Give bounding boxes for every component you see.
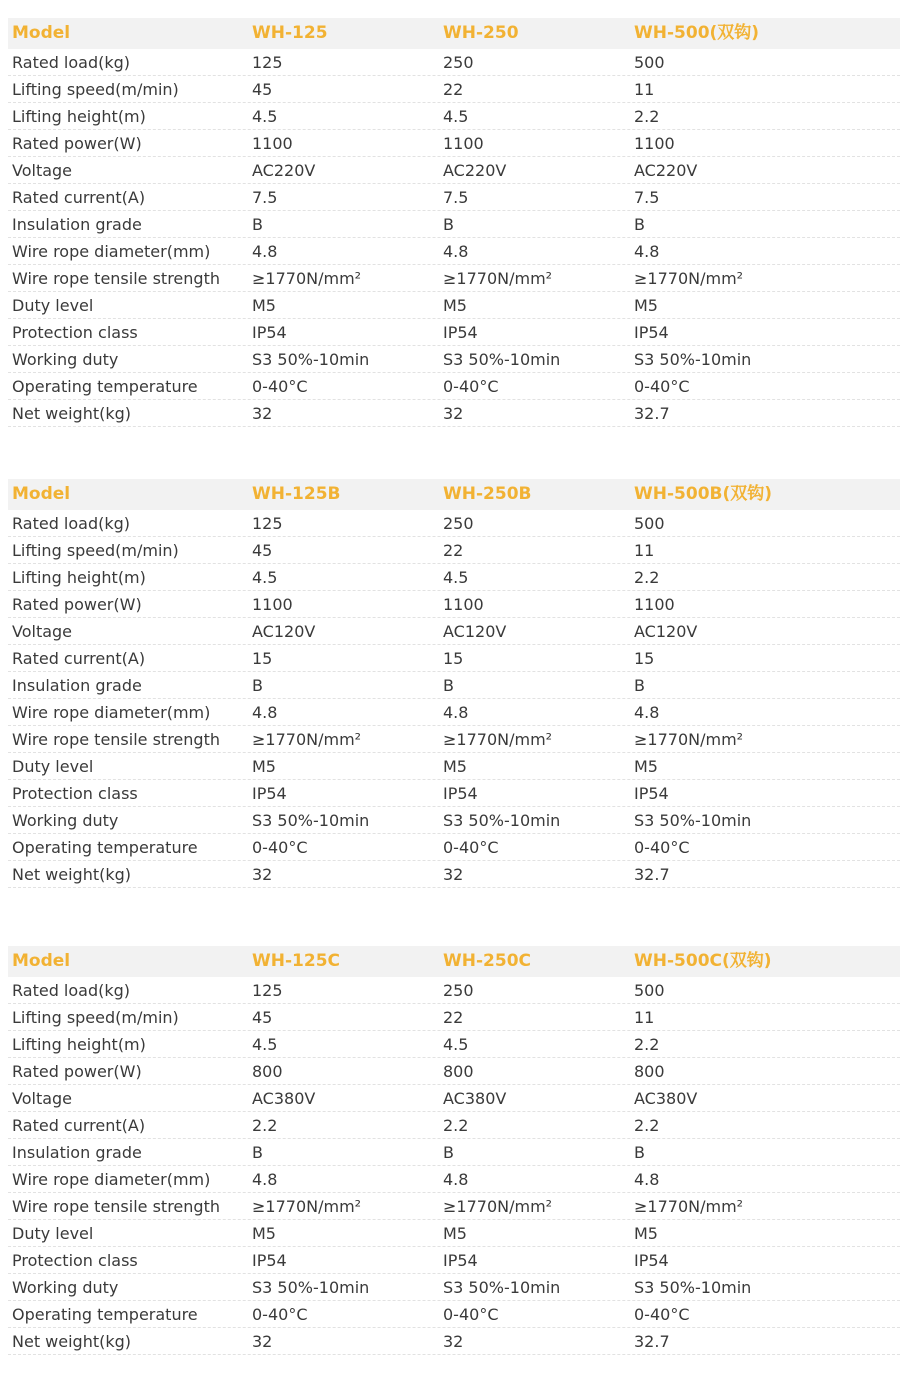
spec-value: 125 [252,980,283,1000]
table-row [8,1004,900,1031]
spec-label: Wire rope diameter(mm) [12,241,211,261]
table-row [8,1058,900,1085]
spec-value: M5 [634,295,658,315]
spec-value: 1100 [252,594,293,614]
table-row [8,1274,900,1301]
spec-label: Lifting speed(m/min) [12,79,179,99]
table-row [8,977,900,1004]
table-row [8,591,900,618]
spec-value: 4.8 [443,1169,469,1189]
header-label: Model [12,951,71,971]
spec-value: 32 [443,864,464,884]
spec-value: IP54 [634,1250,669,1270]
spec-value: 1100 [634,594,675,614]
spec-value: S3 50%-10min [443,810,561,830]
spec-value: 15 [443,648,464,668]
table-row [8,211,900,238]
spec-value: 22 [443,1007,464,1027]
model-name: WH-125 [252,23,328,43]
spec-label: Operating temperature [12,837,198,857]
spec-label: Lifting height(m) [12,567,146,587]
spec-value: M5 [252,295,276,315]
spec-value: 32 [252,1331,273,1351]
spec-value: AC380V [634,1088,698,1108]
table-row [8,49,900,76]
spec-value: 250 [443,980,474,1000]
spec-label: Net weight(kg) [12,1331,132,1351]
spec-label: Rated current(A) [12,1115,146,1135]
spec-value: 32.7 [634,1331,670,1351]
spec-label: Insulation grade [12,1142,142,1162]
spec-label: Rated current(A) [12,648,146,668]
spec-value: 32 [252,403,273,423]
spec-label: Lifting height(m) [12,1034,146,1054]
spec-value: 0-40°C [634,837,690,857]
table-row [8,861,900,888]
spec-value: 4.5 [252,1034,278,1054]
spec-label: Wire rope diameter(mm) [12,702,211,722]
spec-value: 800 [634,1061,665,1081]
spec-value: 4.8 [443,702,469,722]
spec-value: 4.8 [252,241,278,261]
spec-label: Duty level [12,756,94,776]
table-row [8,76,900,103]
spec-value: 125 [252,52,283,72]
spec-value: 1100 [252,133,293,153]
spec-label: Voltage [12,1088,73,1108]
table-row [8,238,900,265]
spec-value: AC380V [443,1088,507,1108]
spec-value: 4.8 [634,241,660,261]
spec-value: 32 [443,1331,464,1351]
spec-label: Protection class [12,783,138,803]
spec-value: M5 [443,756,467,776]
table-row [8,1301,900,1328]
model-name: WH-125C [252,951,340,971]
spec-value: B [443,675,454,695]
spec-value: 500 [634,52,665,72]
spec-value: ≥1770N/mm² [443,729,553,749]
spec-value: 0-40°C [634,376,690,396]
spec-label: Wire rope diameter(mm) [12,1169,211,1189]
spec-value: IP54 [443,783,478,803]
table-header-row [8,479,900,510]
spec-value: 1100 [443,133,484,153]
spec-value: IP54 [634,783,669,803]
spec-value: 11 [634,79,655,99]
table-row [8,319,900,346]
spec-value: 4.8 [443,241,469,261]
table-row [8,1328,900,1355]
spec-value: S3 50%-10min [443,349,561,369]
spec-value: 11 [634,540,655,560]
spec-value: IP54 [252,783,287,803]
spec-value: 2.2 [634,1034,660,1054]
table-header-row [8,18,900,49]
spec-label: Rated load(kg) [12,980,131,1000]
spec-value: M5 [252,1223,276,1243]
table-row [8,130,900,157]
spec-value: 45 [252,79,273,99]
table-row [8,346,900,373]
spec-label: Lifting speed(m/min) [12,540,179,560]
table-row [8,1220,900,1247]
spec-value: AC220V [634,160,698,180]
spec-label: Wire rope tensile strength [12,268,220,288]
spec-value: ≥1770N/mm² [252,1196,362,1216]
spec-value: 32.7 [634,864,670,884]
spec-label: Protection class [12,322,138,342]
spec-value: ≥1770N/mm² [634,729,744,749]
table-row [8,1031,900,1058]
spec-value: S3 50%-10min [634,1277,752,1297]
spec-value: AC120V [252,621,316,641]
spec-value: 4.5 [252,567,278,587]
spec-value: AC120V [634,621,698,641]
spec-value: S3 50%-10min [252,349,370,369]
model-name: WH-125B [252,484,341,504]
table-row [8,807,900,834]
table-row [8,157,900,184]
spec-value: IP54 [443,322,478,342]
spec-value: B [634,214,645,234]
spec-value: AC220V [252,160,316,180]
spec-value: S3 50%-10min [634,810,752,830]
spec-value: 7.5 [634,187,660,207]
spec-value: S3 50%-10min [252,810,370,830]
table-row [8,103,900,130]
spec-value: 32 [252,864,273,884]
spec-value: 800 [443,1061,474,1081]
spec-table-c-series [8,946,900,1355]
spec-value: 500 [634,980,665,1000]
spec-value: 1100 [634,133,675,153]
spec-value: 4.5 [252,106,278,126]
spec-value: 2.2 [634,1115,660,1135]
spec-value: 1100 [443,594,484,614]
spec-value: ≥1770N/mm² [634,268,744,288]
table-row [8,564,900,591]
spec-value: ≥1770N/mm² [252,729,362,749]
spec-value: S3 50%-10min [634,349,752,369]
table-row [8,1247,900,1274]
spec-value: 0-40°C [443,837,499,857]
table-row [8,1085,900,1112]
spec-value: 7.5 [443,187,469,207]
spec-value: 0-40°C [252,376,308,396]
spec-value: 15 [634,648,655,668]
spec-value: 500 [634,513,665,533]
table-row [8,645,900,672]
spec-value: 0-40°C [443,1304,499,1324]
spec-label: Operating temperature [12,376,198,396]
spec-label: Operating temperature [12,1304,198,1324]
table-row [8,672,900,699]
header-label: Model [12,484,71,504]
spec-value: B [443,1142,454,1162]
table-row [8,699,900,726]
spec-value: 125 [252,513,283,533]
spec-label: Rated load(kg) [12,513,131,533]
spec-label: Working duty [12,349,119,369]
spec-label: Rated power(W) [12,1061,142,1081]
spec-value: IP54 [252,322,287,342]
spec-value: B [252,214,263,234]
spec-value: 15 [252,648,273,668]
table-row [8,753,900,780]
spec-value: ≥1770N/mm² [634,1196,744,1216]
spec-value: 800 [252,1061,283,1081]
spec-value: 2.2 [634,567,660,587]
table-row [8,373,900,400]
spec-value: 11 [634,1007,655,1027]
spec-value: 2.2 [443,1115,469,1135]
table-row [8,1139,900,1166]
spec-value: 2.2 [252,1115,278,1135]
spec-value: M5 [443,1223,467,1243]
spec-value: S3 50%-10min [252,1277,370,1297]
spec-value: 7.5 [252,187,278,207]
table-header-row [8,946,900,977]
table-row [8,400,900,427]
spec-value: 32 [443,403,464,423]
spec-value: ≥1770N/mm² [443,268,553,288]
spec-value: 0-40°C [634,1304,690,1324]
spec-label: Protection class [12,1250,138,1270]
spec-label: Working duty [12,810,119,830]
spec-label: Voltage [12,621,73,641]
spec-value: IP54 [252,1250,287,1270]
spec-value: 4.8 [634,702,660,722]
model-name: WH-500C(双钩) [634,951,772,971]
spec-value: 0-40°C [443,376,499,396]
table-row [8,184,900,211]
spec-label: Lifting height(m) [12,106,146,126]
spec-label: Lifting speed(m/min) [12,1007,179,1027]
spec-value: 4.8 [634,1169,660,1189]
spec-table-b-series [8,479,900,888]
spec-table-standard [8,18,900,427]
spec-label: Duty level [12,1223,94,1243]
spec-label: Rated power(W) [12,133,142,153]
spec-value: 4.5 [443,106,469,126]
spec-value: 4.5 [443,1034,469,1054]
header-label: Model [12,23,71,43]
spec-value: 45 [252,540,273,560]
spec-value: 250 [443,52,474,72]
spec-value: 0-40°C [252,1304,308,1324]
spec-value: B [634,675,645,695]
spec-value: S3 50%-10min [443,1277,561,1297]
spec-label: Rated power(W) [12,594,142,614]
spec-value: ≥1770N/mm² [252,268,362,288]
spec-value: ≥1770N/mm² [443,1196,553,1216]
spec-value: AC380V [252,1088,316,1108]
spec-label: Working duty [12,1277,119,1297]
model-name: WH-500(双钩) [634,23,760,43]
spec-label: Insulation grade [12,675,142,695]
spec-value: M5 [252,756,276,776]
table-row [8,618,900,645]
spec-value: IP54 [443,1250,478,1270]
spec-label: Wire rope tensile strength [12,1196,220,1216]
spec-value: 32.7 [634,403,670,423]
spec-label: Net weight(kg) [12,403,132,423]
spec-value: M5 [634,1223,658,1243]
spec-value: B [252,1142,263,1162]
spec-value: B [634,1142,645,1162]
spec-value: 45 [252,1007,273,1027]
spec-value: 4.8 [252,702,278,722]
spec-value: 4.5 [443,567,469,587]
table-row [8,537,900,564]
spec-label: Duty level [12,295,94,315]
spec-label: Voltage [12,160,73,180]
spec-value: 0-40°C [252,837,308,857]
spec-value: IP54 [634,322,669,342]
model-name: WH-250C [443,951,531,971]
table-row [8,834,900,861]
table-row [8,726,900,753]
spec-value: 2.2 [634,106,660,126]
spec-value: AC120V [443,621,507,641]
spec-value: B [443,214,454,234]
table-row [8,1112,900,1139]
model-name: WH-500B(双钩) [634,484,773,504]
model-name: WH-250 [443,23,519,43]
spec-value: B [252,675,263,695]
table-row [8,780,900,807]
spec-label: Rated current(A) [12,187,146,207]
table-row [8,265,900,292]
spec-value: M5 [443,295,467,315]
model-name: WH-250B [443,484,532,504]
spec-value: AC220V [443,160,507,180]
spec-value: 250 [443,513,474,533]
spec-label: Insulation grade [12,214,142,234]
table-row [8,510,900,537]
spec-label: Net weight(kg) [12,864,132,884]
table-row [8,1166,900,1193]
spec-label: Rated load(kg) [12,52,131,72]
spec-value: 4.8 [252,1169,278,1189]
spec-label: Wire rope tensile strength [12,729,220,749]
table-row [8,1193,900,1220]
spec-value: M5 [634,756,658,776]
spec-value: 22 [443,79,464,99]
table-row [8,292,900,319]
spec-value: 22 [443,540,464,560]
